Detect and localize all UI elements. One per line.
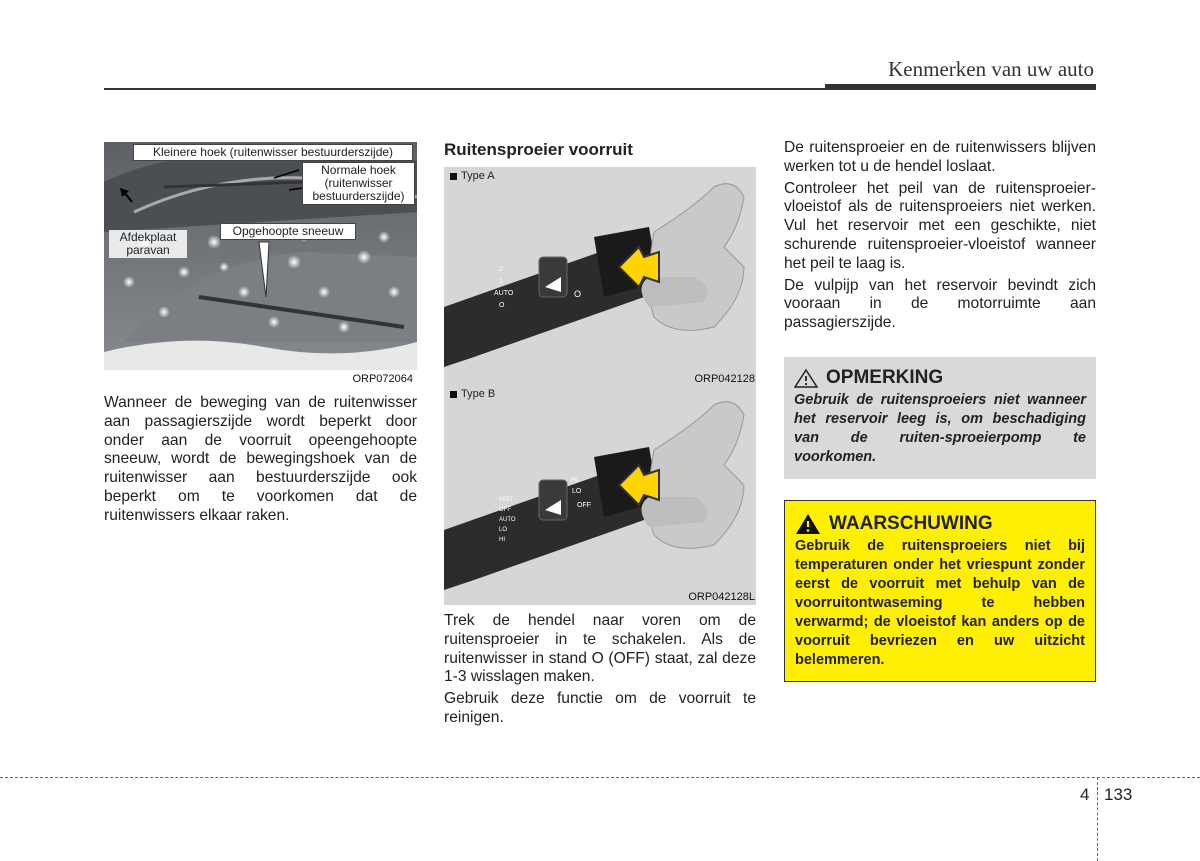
note-text: Gebruik de ruitensproeiers niet wanneer het reservoir leeg is, om beschadiging van de ruiten-sproeierpomp te voorkomen. [794,392,1086,465]
type-b-text: Type B [461,388,496,400]
col2-text [444,612,756,731]
switch-label: LO [572,488,582,495]
callout-cover: Afdekplaat paravan [109,230,187,258]
warning-title [795,513,1085,535]
warning-outline-icon [794,368,818,388]
figure-type-b [444,385,756,605]
switch-label: MIST [499,497,514,503]
figure-code: ORP042128 [694,373,755,385]
square-bullet-icon [450,391,457,398]
switch-label: AUTO [499,517,516,523]
type-b-label [450,388,495,400]
header-rule [104,88,825,90]
switch-label: 2 [499,266,503,273]
note-title-text: OPMERKING [826,367,944,388]
footer-dashed-rule [0,777,1200,778]
chapter-number: 4 [1080,785,1090,804]
header-rule-thick [825,84,1096,90]
col2-paragraph-1: Trek de hendel naar voren om de ruitensproeier in te schakelen. Als de ruitenwisser in stand O (OFF) staat, zal deze 1-3 wisslagen maken. [444,612,756,686]
square-bullet-icon [450,173,457,180]
callout-snow: Opgehoopte sneeuw [220,223,356,240]
footer-dashed-divider [1097,777,1098,861]
switch-label: O [499,302,505,309]
switch-label: LO [499,527,508,533]
page-number: 133 [1104,785,1133,804]
section-heading: Ruitensproeier voorruit [444,140,633,159]
switch-label: 1 [499,278,503,285]
callout-smaller-angle: Kleinere hoek (ruitenwisser bestuurderszijde) [133,144,413,161]
figure-code: ORP042128L [688,591,755,603]
col3-paragraph-3: De vulpijp van het reservoir bevindt zich vooraan in de motorruimte aan passagierszijde. [784,276,1096,332]
col3-paragraph-1: De ruitensproeier en de ruitenwissers blijven werken tot u de hendel loslaat. [784,139,1096,175]
figure-code: ORP072064 [352,373,413,385]
warning-title-text: WAARSCHUWING [829,513,993,534]
col2-paragraph-2: Gebruik deze functie om de voorruit te reinigen. [444,690,756,726]
switch-label: HI [499,537,505,543]
type-a-label [450,170,495,182]
switch-label: HI [571,477,578,484]
switch-label: AUTO [494,290,514,297]
switch-label: OFF [577,502,591,509]
warning-box [784,500,1096,682]
figure-windshield-snow [104,142,417,387]
switch-label: OFF [499,507,511,513]
switch-label: O [574,289,582,299]
col1-paragraph: Wanneer de beweging van de ruitenwisser aan passagierszijde wordt beperkt door onder aan de voorruit opeengehoopte sneeuw, wordt de bewegingshoek van de ruitenwisser aan bestuurderszijde ook beperkt om te voorkomen dat de ruitenwissers elkaar raken. [104,394,417,524]
type-a-text: Type A [461,170,495,182]
figure-type-a [444,167,756,387]
running-header-title: Kenmerken van uw auto [888,57,1094,81]
warning-text: Gebruik de ruitensproeiers niet bij temperaturen onder het vriespunt zonder eerst de voorruit met behulp van de voorruitontwaseming te hebben verwarmd; de vloeistof kan anders op de voorruit bevriezen en uw uitzicht belemmeren. [795,538,1085,668]
callout-normal-angle: Normale hoek (ruitenwisser bestuurderszijde) [302,162,415,205]
warning-filled-icon [795,513,821,535]
note-title [794,367,1086,389]
lever-type-a-illustration [444,167,756,387]
note-box [784,357,1096,479]
lever-type-b-illustration [444,385,756,605]
col3-paragraph-2: Controleer het peil van de ruitensproeier-vloeistof als de ruitensproeiers niet werken. Vul het reservoir met een geschikte, niet schurende ruitensproeier-vloeistof wanneer het peil te laag is. [784,179,1096,272]
col3-text [784,139,1096,336]
